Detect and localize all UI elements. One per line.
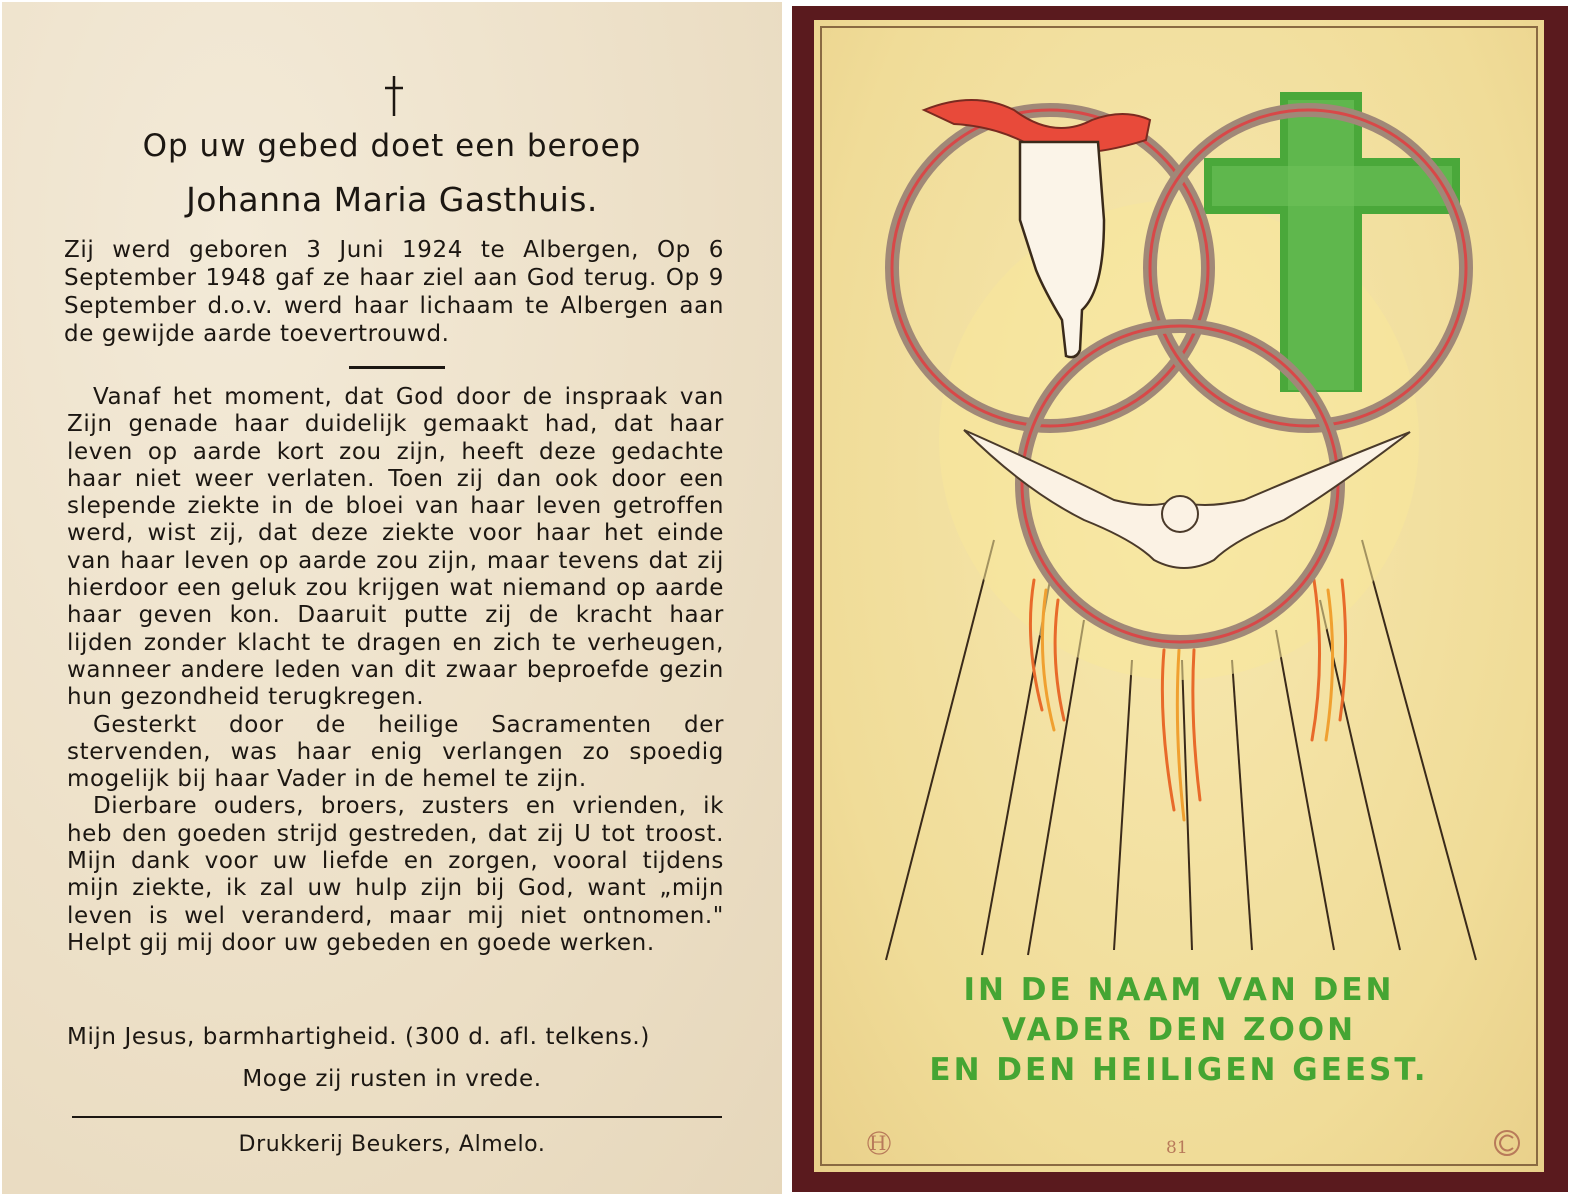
body-paragraph: Dierbare ouders, broers, zusters en vrienden, ik heb den goeden strijd gestreden, dat zij U tot troost. Mijn dank voor uw liefde en zorgen, vooral tijdens mijn ziekte, ik zal uw hulp zijn bij God, want „mijn leven is wel veranderd, maar mij niet ontnomen." Helpt gij mij door uw gebeden en goede werken. [67, 793, 724, 956]
motto-line: VADER DEN ZOON [1001, 1012, 1357, 1048]
long-divider [72, 1116, 722, 1118]
svg-text:H: H [869, 1131, 887, 1155]
deceased-name: Johanna Maria Gasthuis. [186, 180, 598, 219]
body-paragraph: Gesterkt door de heilige Sacramenten der stervenden, was haar enig verlangen zo spoedig mogelijk bij haar Vader in de hemel te zijn. [67, 711, 724, 793]
body-paragraph: Vanaf het moment, dat God door de inspraak van Zijn genade haar duidelijk gemaakt had, dat haar leven op aarde kort zou zijn, heeft deze gedachte haar niet weer verlaten. Toen zij dan ook door een slepende ziekte in de bloei van haar leven getroffen werd, wist zij, dat deze ziekte voor haar het einde van haar leven op aarde zou zijn, maar tevens dat zij hierdoor een geluk zou krijgen wat niemand op aarde haar geven kon. Daaruit putte zij de kracht haar lijden zonder klacht te dragen en zich te verheugen, wanneer andere leden van dit zwaar beproefde gezin hun gezondheid terugkregen. [67, 384, 724, 711]
printer-credit: Drukkerij Beukers, Almelo. [238, 1132, 546, 1157]
illustration-panel [814, 20, 1544, 1172]
cross-icon [382, 74, 406, 118]
intro-paragraph: Zij werd geboren 3 Juni 1924 te Albergen, Op 6 September 1948 gaf ze haar ziel aan God terug. Op 9 September d.o.v. werd haar lichaam te Albergen aan de gewijde aarde toevertrouwd. [64, 237, 724, 347]
memorial-body [67, 384, 724, 957]
prayer-line: Mijn Jesus, barmhartigheid. (300 d. afl. telkens.) [67, 1024, 650, 1050]
monogram-icon [866, 1128, 892, 1158]
trinity-motto [814, 970, 1544, 1090]
memorial-card-image-side [792, 6, 1568, 1192]
memorial-card-text-side [2, 2, 782, 1194]
short-divider [349, 366, 445, 369]
rest-in-peace-line: Moge zij rusten in vrede. [242, 1066, 542, 1092]
motto-line: IN DE NAAM VAN DEN [963, 972, 1395, 1008]
card-number: 81 [1166, 1138, 1188, 1158]
motto-line: EN DEN HEILIGEN GEEST. [929, 1052, 1429, 1088]
copyright-icon [1492, 1128, 1522, 1158]
appeal-heading: Op uw gebed doet een beroep [142, 128, 642, 164]
